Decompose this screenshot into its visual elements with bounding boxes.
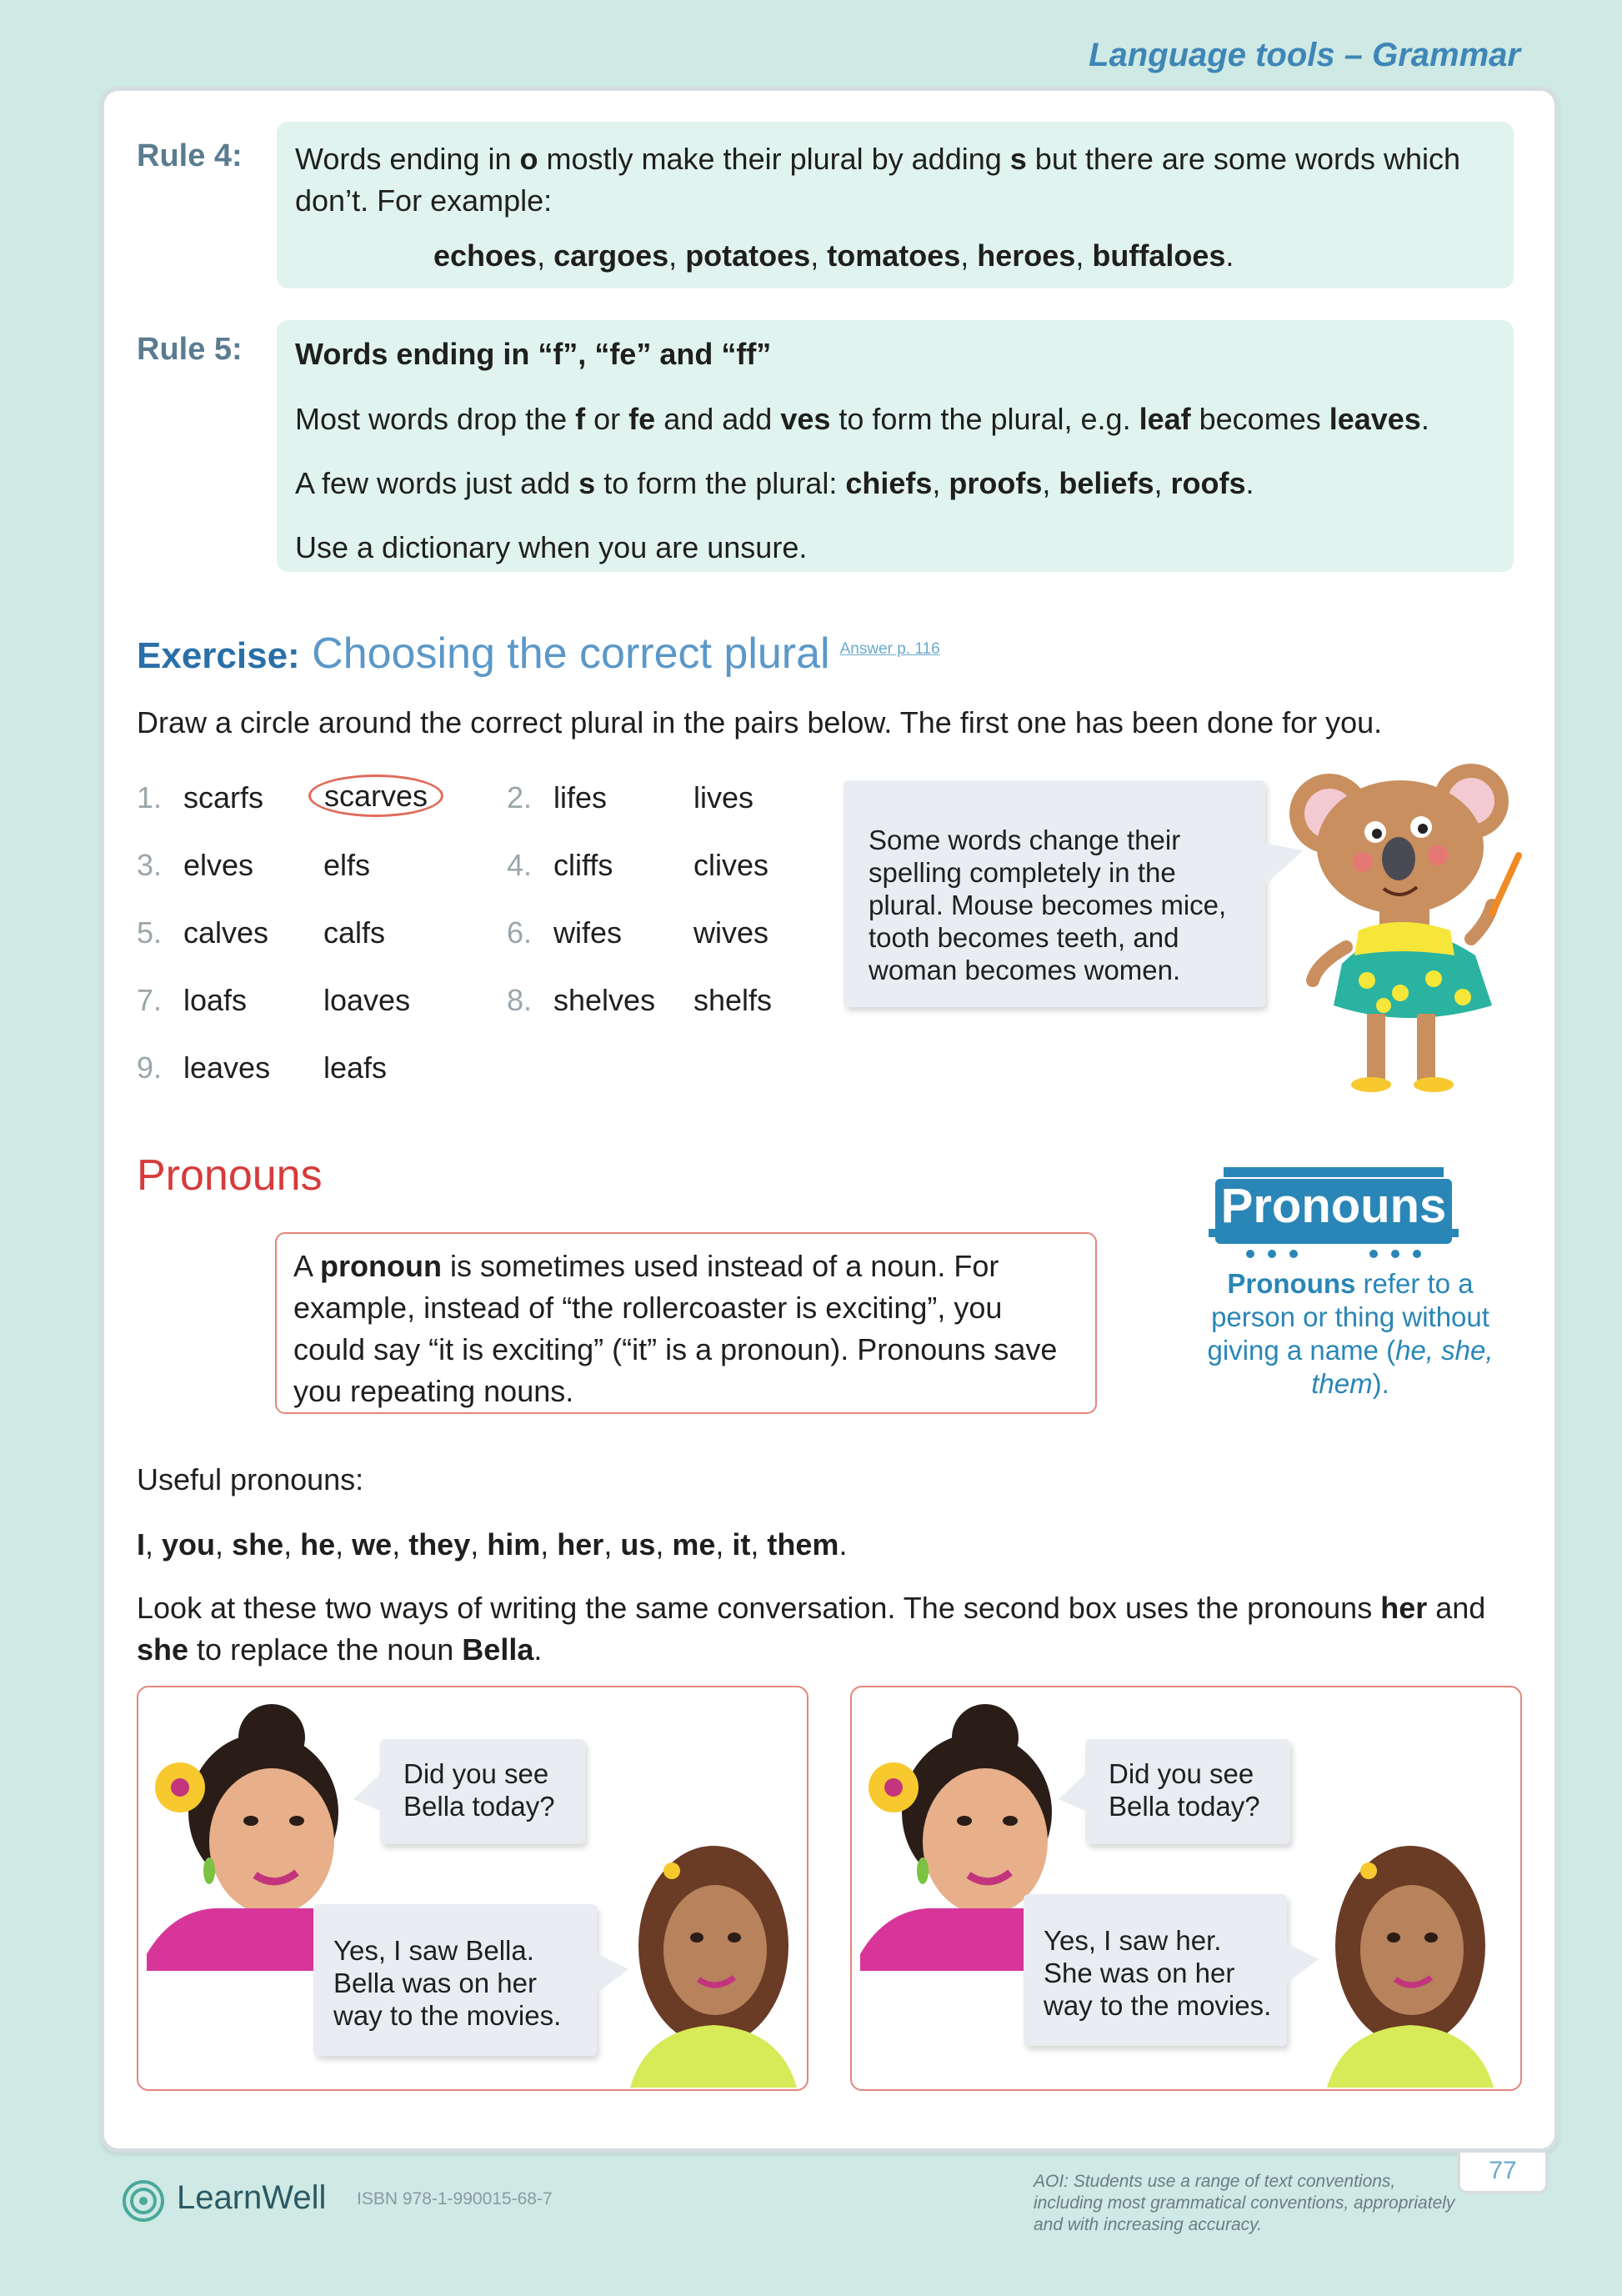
option-b[interactable]: shelfs bbox=[693, 983, 773, 1017]
option-a[interactable]: calves bbox=[183, 915, 269, 950]
exercise-item-1: 1. bbox=[137, 780, 163, 815]
option-a[interactable]: loafs bbox=[183, 983, 248, 1017]
option-a[interactable]: shelves bbox=[553, 983, 656, 1017]
option-b[interactable]: scarves bbox=[323, 779, 443, 814]
pronouns-train-badge bbox=[1209, 1161, 1459, 1269]
conversation-box-nouns bbox=[137, 1686, 808, 2091]
koala-illustration bbox=[1284, 755, 1534, 1105]
option-a[interactable]: wifes bbox=[553, 915, 623, 950]
rule-4-label: Rule 4: bbox=[137, 138, 243, 173]
rule-4-examples: echoes, cargoes, potatoes, tomatoes, heroes, buffaloes. bbox=[433, 238, 1234, 273]
exercise-instruction: Draw a circle around the correct plural in the pairs below. The first one has been done for you. bbox=[137, 705, 1383, 739]
learnwell-logo-text: LearnWell bbox=[177, 2179, 327, 2216]
rule-5-box: Words ending in “f”, “fe” and “ff” Most words drop the f or fe and add ves to form the plural, e.g. leaf becomes leaves. A few words just add s to form the plural: chiefs, proofs, beliefs, roofs. Use a dictionary when you are unsure. bbox=[277, 320, 1514, 572]
option-b[interactable]: wives bbox=[693, 915, 769, 950]
girl-2-illustration bbox=[622, 1837, 805, 2088]
comparison-intro: Look at these two ways of writing the same conversation. The second box uses the pronouns her and she to replace the noun Bella. bbox=[137, 1591, 1486, 1667]
pronoun-list: I, you, she, he, we, they, him, her, us, me, it, them. bbox=[137, 1527, 848, 1562]
learnwell-logo-icon bbox=[122, 2179, 165, 2223]
option-b[interactable]: lives bbox=[693, 780, 754, 815]
question-bubble: Did you see Bella today? bbox=[380, 1739, 585, 1844]
exercise-heading: Exercise: Choosing the correct plural $^{Answer p. 116}$ bbox=[137, 629, 940, 678]
option-a[interactable]: cliffs bbox=[553, 848, 613, 882]
isbn: ISBN 978-1-990015-68-7 bbox=[357, 2189, 553, 2208]
option-a[interactable]: lifes bbox=[553, 780, 608, 815]
option-b[interactable]: calfs bbox=[323, 915, 386, 950]
conversation-box-pronouns bbox=[850, 1686, 1522, 2091]
answer-bubble: Yes, I saw her. She was on her way to the movies. bbox=[1024, 1894, 1287, 2046]
pronoun-definition-box: A pronoun is sometimes used instead of a noun. For example, instead of “the rollercoaster is exciting”, you could say “it is exciting” (“it” is a pronoun). Pronouns save you repeating nouns. bbox=[275, 1232, 1097, 1414]
pronouns-side-note: Pronouns refer to a person or thing without giving a name (he, she, them). bbox=[1207, 1268, 1494, 1399]
question-bubble: Did you see Bella today? bbox=[1085, 1739, 1290, 1844]
answer-bubble: Yes, I saw Bella. Bella was on her way to the movies. bbox=[313, 1904, 597, 2056]
aoi-note: AOI: Students use a range of text conventions, including most grammatical conventions, appropriately and with increasing accuracy. bbox=[1034, 2172, 1455, 2234]
option-a[interactable]: scarfs bbox=[183, 780, 264, 815]
option-a[interactable]: leaves bbox=[183, 1050, 271, 1085]
option-b[interactable]: loaves bbox=[323, 983, 411, 1017]
rule-4-box: Words ending in o mostly make their plural by adding s but there are some words which don’t. For example: echoes, cargoes, potatoes, tomatoes, heroes, buffaloes. bbox=[277, 122, 1514, 288]
option-a[interactable]: elves bbox=[183, 848, 254, 882]
rule-5-label: Rule 5: bbox=[137, 332, 243, 367]
page-number: 77 bbox=[1457, 2153, 1549, 2194]
rule-5-heading: Words ending in “f”, “fe” and “ff” bbox=[295, 337, 772, 371]
page-header-title: Language tools – Grammar bbox=[1089, 37, 1520, 73]
option-b[interactable]: clives bbox=[693, 848, 769, 882]
option-b[interactable]: elfs bbox=[323, 848, 371, 882]
koala-speech-bubble: Some words change their spelling completely in the plural. Mouse becomes mice, tooth becomes teeth, and woman becomes women. bbox=[844, 780, 1265, 1007]
option-b[interactable]: leafs bbox=[323, 1050, 388, 1085]
pronouns-title: Pronouns bbox=[137, 1151, 323, 1200]
pronouns-badge-label: Pronouns bbox=[1220, 1179, 1447, 1233]
useful-pronouns-label: Useful pronouns: bbox=[137, 1462, 364, 1496]
answer-reference-link[interactable]: Answer p. 116 bbox=[839, 640, 940, 658]
girl-2-illustration bbox=[1319, 1837, 1502, 2088]
